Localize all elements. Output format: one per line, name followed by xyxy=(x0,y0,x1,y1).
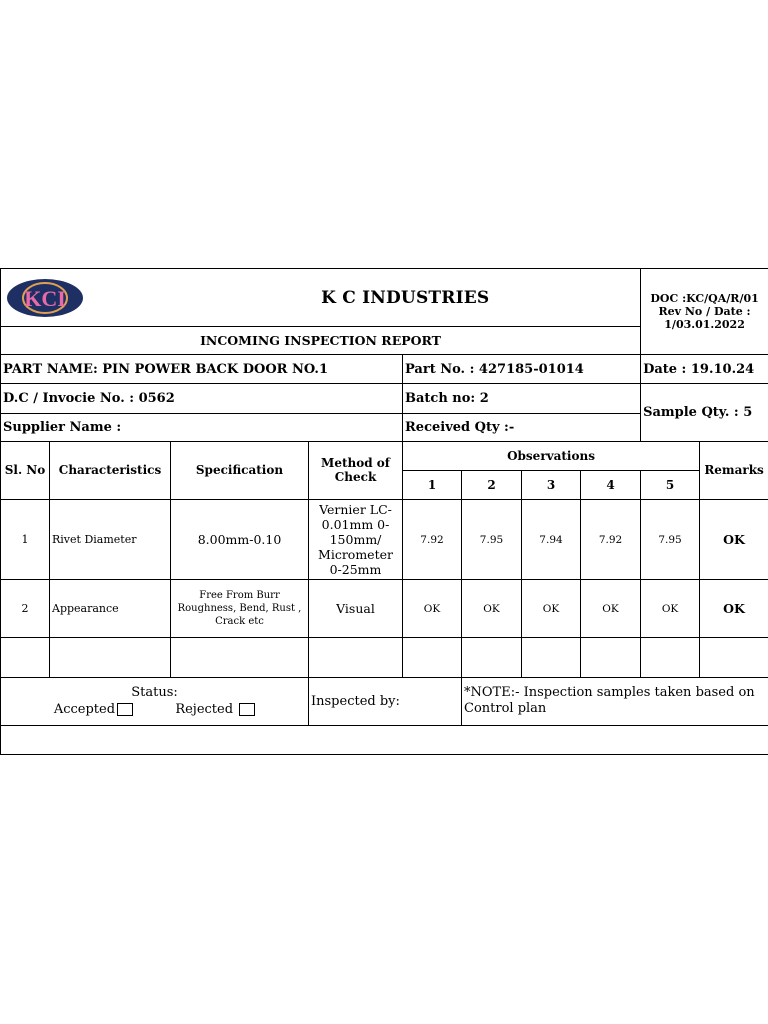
rejected-checkbox[interactable] xyxy=(239,703,255,716)
inspection-report-table xyxy=(0,268,768,755)
col-sl-no: Sl. No xyxy=(1,441,50,499)
rev-value: 1/03.01.2022 xyxy=(664,318,745,332)
empty-table-row xyxy=(1,638,768,677)
empty-cell xyxy=(1,638,50,677)
column-header-row xyxy=(1,441,768,470)
col-method: Method of Check xyxy=(309,441,403,499)
col-characteristics: Characteristics xyxy=(50,441,171,499)
doc-info-cell xyxy=(641,269,768,355)
table-row xyxy=(1,580,768,638)
dc-invoice-number: D.C / Invocie No. : 0562 xyxy=(1,384,403,413)
empty-cell xyxy=(171,638,309,677)
header-row xyxy=(1,269,768,327)
empty-cell xyxy=(700,638,768,677)
status-options xyxy=(3,701,306,718)
row-observation: OK xyxy=(462,580,522,638)
obs-number: 3 xyxy=(522,470,581,499)
rev-label: Rev No / Date : xyxy=(658,305,751,319)
status-cell xyxy=(1,677,309,725)
accepted-label: Accepted xyxy=(53,702,116,718)
logo-text: KCI xyxy=(24,285,66,311)
kci-logo-icon xyxy=(5,277,85,319)
inspected-by: Inspected by: xyxy=(309,677,462,725)
table-row xyxy=(1,499,768,579)
row-specification: Free From Burr Roughness, Bend, Rust , Crack etc xyxy=(171,580,309,638)
accepted-checkbox[interactable] xyxy=(117,703,133,716)
row-specification: 8.00mm-0.10 xyxy=(171,499,309,579)
row-observation: 7.95 xyxy=(462,499,522,579)
empty-cell xyxy=(309,638,403,677)
empty-cell xyxy=(462,638,522,677)
obs-number: 4 xyxy=(581,470,641,499)
row-remarks: OK xyxy=(700,580,768,638)
part-row xyxy=(1,355,768,384)
inspection-note: *NOTE:- Inspection samples taken based on Control plan xyxy=(462,677,768,725)
obs-number: 5 xyxy=(641,470,700,499)
obs-number: 1 xyxy=(403,470,462,499)
row-observation: 7.92 xyxy=(403,499,462,579)
status-label: Status: xyxy=(131,685,178,701)
row-observation: OK xyxy=(641,580,700,638)
row-observation: 7.92 xyxy=(581,499,641,579)
empty-cell xyxy=(581,638,641,677)
rejected-label: Rejected xyxy=(175,702,234,718)
logo-cell xyxy=(1,269,171,327)
bottom-empty-cell xyxy=(1,725,768,754)
empty-cell xyxy=(403,638,462,677)
row-observation: 7.95 xyxy=(641,499,700,579)
col-observations: Observations xyxy=(403,441,700,470)
part-number: Part No. : 427185-01014 xyxy=(403,355,641,384)
bottom-row xyxy=(1,725,768,754)
received-quantity: Received Qty :- xyxy=(403,413,641,441)
row-method: Visual xyxy=(309,580,403,638)
row-observation: OK xyxy=(522,580,581,638)
sample-quantity: Sample Qty. : 5 xyxy=(641,384,768,441)
doc-ref: DOC :KC/QA/R/01 xyxy=(650,292,759,306)
empty-cell xyxy=(522,638,581,677)
col-remarks: Remarks xyxy=(700,441,768,499)
row-observation: 7.94 xyxy=(522,499,581,579)
row-method: Vernier LC-0.01mm 0-150mm/ Micrometer 0-25mm xyxy=(309,499,403,579)
empty-cell xyxy=(50,638,171,677)
supplier-name: Supplier Name : xyxy=(1,413,403,441)
report-title: INCOMING INSPECTION REPORT xyxy=(1,327,641,355)
batch-number: Batch no: 2 xyxy=(403,384,641,413)
invoice-row xyxy=(1,384,768,413)
part-name: PART NAME: PIN POWER BACK DOOR NO.1 xyxy=(1,355,403,384)
report-date: Date : 19.10.24 xyxy=(641,355,768,384)
row-sl-no: 2 xyxy=(1,580,50,638)
row-sl-no: 1 xyxy=(1,499,50,579)
row-observation: OK xyxy=(581,580,641,638)
row-characteristic: Rivet Diameter xyxy=(50,499,171,579)
row-remarks: OK xyxy=(700,499,768,579)
obs-number: 2 xyxy=(462,470,522,499)
empty-cell xyxy=(641,638,700,677)
footer-row xyxy=(1,677,768,725)
company-name: K C INDUSTRIES xyxy=(171,269,641,327)
col-specification: Specification xyxy=(171,441,309,499)
row-characteristic: Appearance xyxy=(50,580,171,638)
inspection-report-sheet xyxy=(0,268,768,755)
row-observation: OK xyxy=(403,580,462,638)
company-logo xyxy=(3,277,169,319)
